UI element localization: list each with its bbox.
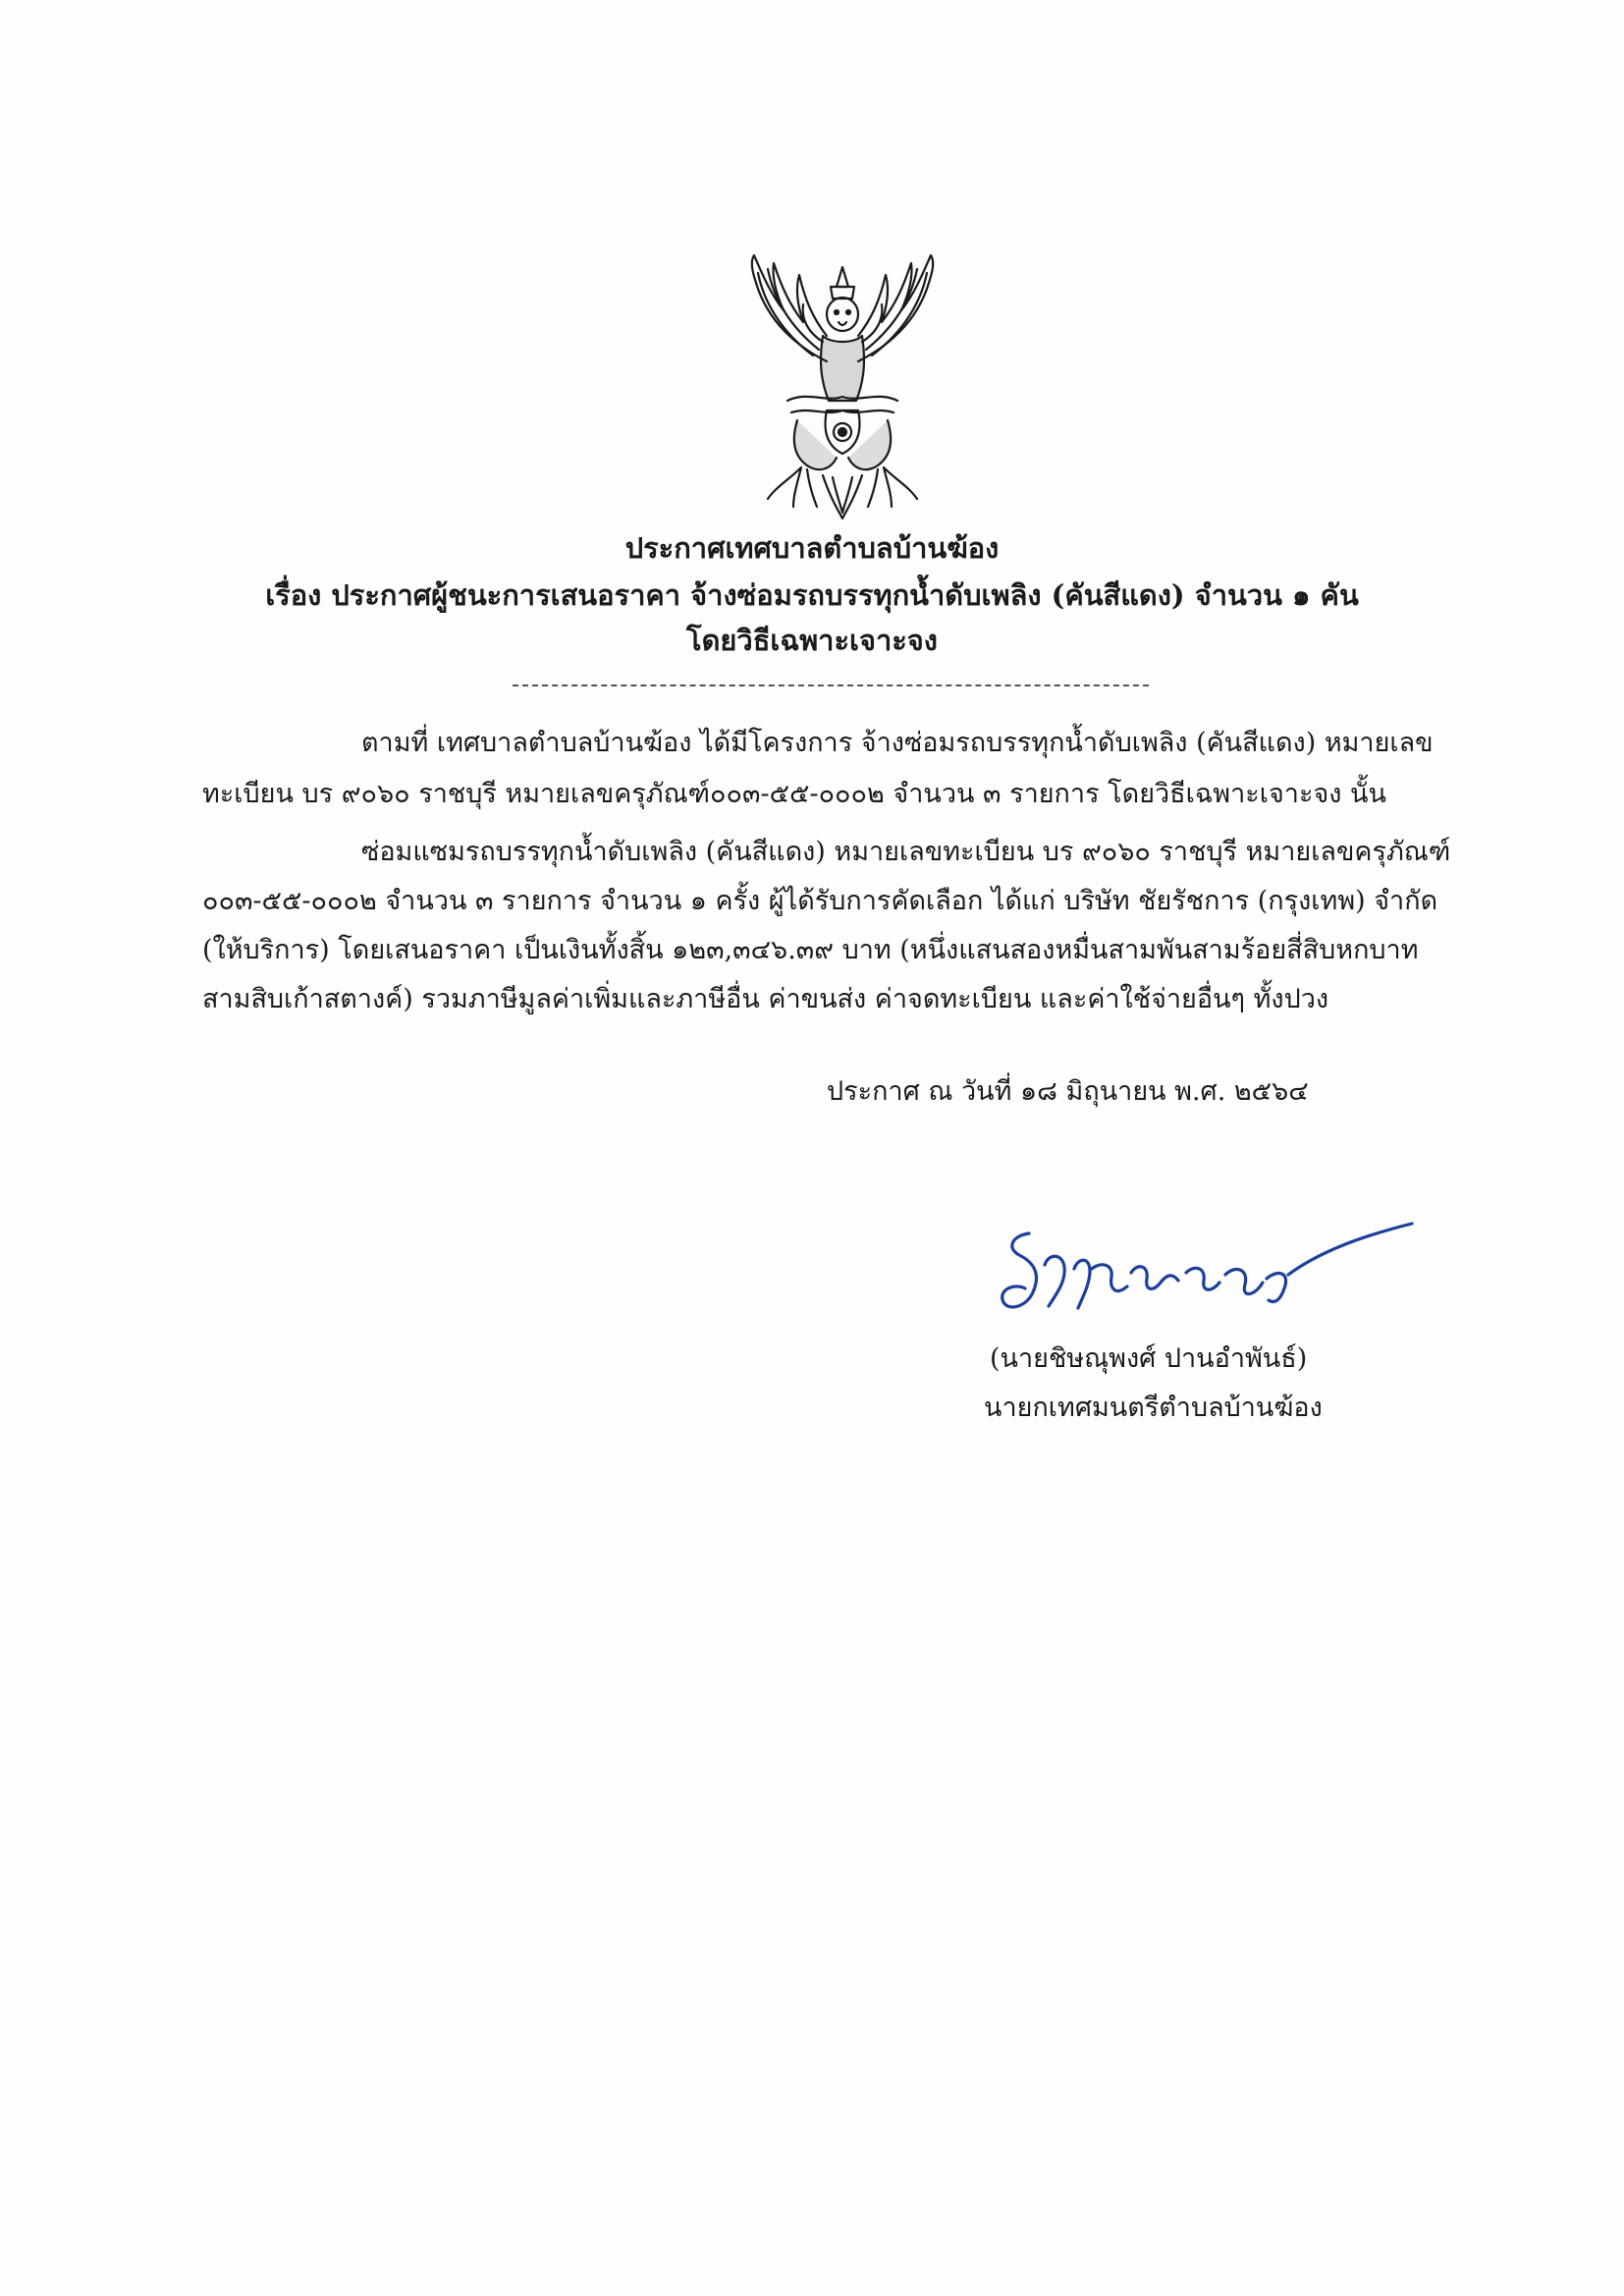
handwritten-signature (984, 1214, 1416, 1332)
signatory-title: นายกเทศมนตรีตำบลบ้านฆ้อง (984, 1393, 1323, 1423)
announcement-method: โดยวิธีเฉพาะเจาะจง (686, 624, 938, 657)
body-line: ๐๐๓-๕๕-๐๐๐๒ จำนวน ๓ รายการ จำนวน ๑ ครั้ง ผู้ได้รับการคัดเลือก ได้แก่ บริษัท ชัยรัชการ (กรุงเทพ) จำกัด (202, 886, 1438, 916)
dashed-divider (513, 684, 1149, 686)
body-line: ทะเบียน บร ๙๐๖๐ ราชบุรี หมายเลขครุภัณฑ์๐๐๓-๕๕-๐๐๐๒ จำนวน ๓ รายการ โดยวิธีเฉพาะเจาะจง นั้น (202, 779, 1386, 809)
body-line: ซ่อมแซมรถบรรทุกน้ำดับเพลิง (คันสีแดง) หมายเลขทะเบียน บร ๙๐๖๐ ราชบุรี หมายเลขครุภัณฑ์ (361, 837, 1451, 867)
announcement-title: ประกาศเทศบาลตำบลบ้านฆ้อง (624, 531, 1000, 565)
body-line: ตามที่ เทศบาลตำบลบ้านฆ้อง ได้มีโครงการ จ้างซ่อมรถบรรทุกน้ำดับเพลิง (คันสีแดง) หมายเลข (361, 728, 1434, 758)
announcement-date: ประกาศ ณ วันที่ ๑๘ มิถุนายน พ.ศ. ๒๕๖๔ (827, 1076, 1309, 1107)
body-line: (ให้บริการ) โดยเสนอราคา เป็นเงินทั้งสิ้น ๑๒๓,๓๔๖.๓๙ บาท (หนึ่งแสนสองหมื่นสามพันสามร้อยสี่สิบหกบาท (202, 935, 1419, 965)
garuda-emblem-icon (729, 253, 956, 520)
announcement-subject: เรื่อง ประกาศผู้ชนะการเสนอราคา จ้างซ่อมรถบรรทุกน้ำดับเพลิง (คันสีแดง) จำนวน ๑ คัน (265, 578, 1359, 612)
signatory-name: (นายชิษณุพงศ์ ปานอำพันธ์) (990, 1343, 1308, 1374)
body-line: สามสิบเก้าสตางค์) รวมภาษีมูลค่าเพิ่มและภาษีอื่น ค่าขนส่ง ค่าจดทะเบียน และค่าใช้จ่ายอื่นๆ ทั้งปวง (202, 984, 1329, 1014)
